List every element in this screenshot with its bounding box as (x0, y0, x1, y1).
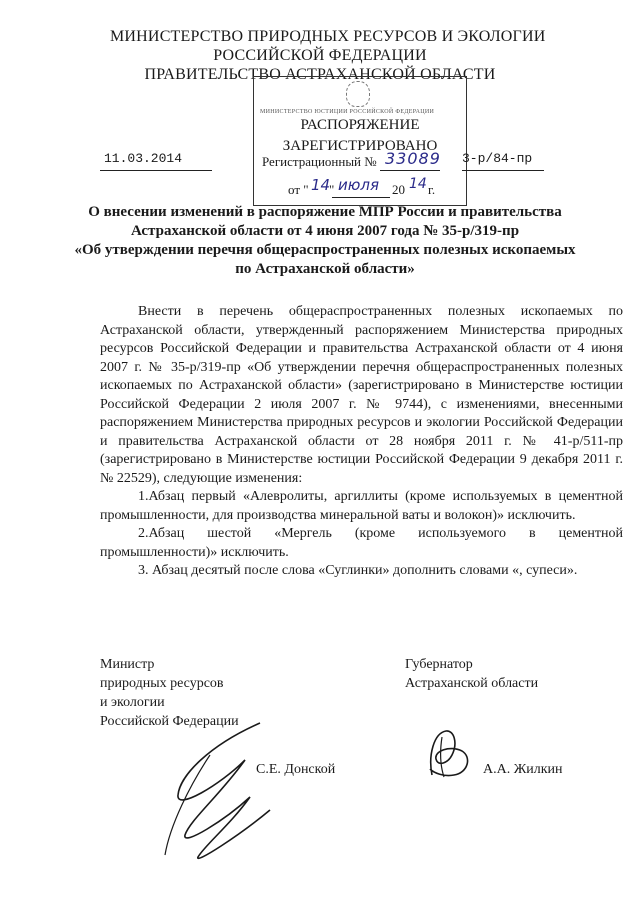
body-paragraph: 2.Абзац шестой «Мергель (кроме используемого в цементной промышленности)» исключить. (100, 526, 623, 560)
stamp-date-day: 14 (311, 176, 331, 194)
stamp-reg-number: 33089 (385, 149, 441, 168)
stamp-reg-label: Регистрационный № (262, 154, 377, 169)
minister-title-line: и экологии (100, 695, 165, 710)
body-paragraph: Внести в перечень общераспространенных полезных ископаемых по Астраханской области, утвержденный распоряжением Министерства природных ресурсов Российской Федерации и правительства Астраханской области от 4 июня 2007 г. № 35-р/319-пр «Об утверждении перечня общераспространенных полезных ископаемых по Астраханской области» (зарегистрировано в Министерстве юстиции Российской Федерации 2 июля 2007 г. № 9744), с изменениями, внесенными распоряжением Министерства природных ресурсов и экологии Российской Федерации и правительства Астраханской области от 28 ноября 2011 г. № 41-р/511-пр (зарегистрировано в Министерстве юстиции Российской Федерации 9 декабря 2011 г. № 22529), следующие изменения: (100, 304, 623, 486)
document-title (70, 203, 580, 279)
governor-title-line: Губернатор (405, 657, 473, 672)
emblem-icon (346, 81, 370, 107)
title-line: Астраханской области от 4 июня 2007 года № 35-р/319-пр (130, 223, 520, 239)
reg-number-underline (380, 170, 440, 171)
date-month-underline (332, 197, 390, 198)
minister-title-line: Министр (100, 657, 155, 672)
ministry-name: МИНИСТЕРСТВО ПРИРОДНЫХ РЕСУРСОВ И ЭКОЛОГИИ (110, 28, 546, 45)
stamp-date-suffix: г. (428, 182, 436, 197)
minister-name: С.Е. Донской (256, 762, 336, 777)
stamp-date-month: июля (338, 176, 379, 194)
stamp-order-label: РАСПОРЯЖЕНИЕ (300, 117, 420, 133)
order-number-underline (462, 170, 544, 171)
minister-signature-image (150, 715, 280, 865)
stamp-date-year-prefix: 20 (392, 182, 405, 197)
minister-title-line: Российской Федерации (100, 714, 239, 729)
title-line: О внесении изменений в распоряжение МПР России и правительства (88, 204, 562, 220)
federation-name: РОССИЙСКОЙ ФЕДЕРАЦИИ (213, 47, 427, 64)
governor-title-line: Астраханской области (405, 676, 539, 691)
order-date: 11.03.2014 (104, 151, 183, 166)
minister-title-line: природных ресурсов (100, 676, 224, 691)
stamp-date-quote: " (329, 182, 335, 197)
title-line: по Астраханской области» (235, 261, 415, 277)
document-body (100, 303, 623, 581)
governor-title (405, 655, 538, 693)
order-date-underline (100, 170, 212, 171)
governor-name: А.А. Жилкин (483, 762, 563, 777)
body-paragraph: 3. Абзац десятый после слова «Суглинки» дополнить словами «, супеси». (138, 563, 578, 578)
title-line: «Об утверждении перечня общераспространенных полезных ископаемых (74, 242, 576, 258)
government-name: ПРАВИТЕЛЬСТВО АСТРАХАНСКОЙ ОБЛАСТИ (144, 66, 496, 83)
stamp-registered-label: ЗАРЕГИСТРИРОВАНО (282, 138, 438, 154)
stamp-ministry-caption: МИНИСТЕРСТВО ЮСТИЦИИ РОССИЙСКОЙ ФЕДЕРАЦИИ (260, 109, 435, 115)
stamp-date-prefix: от " (288, 182, 309, 197)
order-number: 3-р/84-пр (462, 151, 533, 166)
body-paragraph: 1.Абзац первый «Алевролиты, аргиллиты (кроме используемых в цементной промышленности, для производства минеральной ваты и волокон)» исключить. (100, 489, 623, 523)
stamp-date-year: 14 (409, 176, 427, 192)
governor-signature-image (420, 725, 480, 785)
